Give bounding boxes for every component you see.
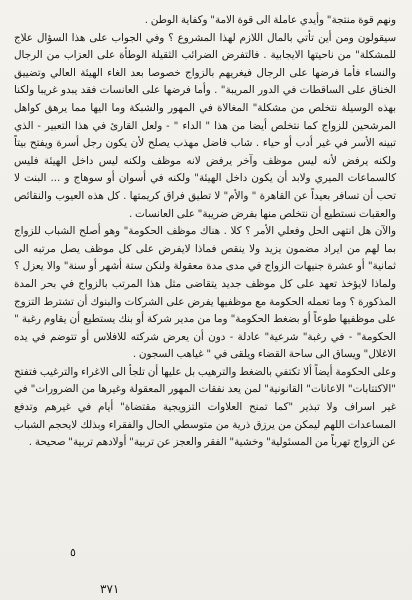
page-number: ٣٧١ xyxy=(100,582,120,596)
paragraph: ونهم قوة منتجة" وأيدي عاملة الى قوة الامة" وكفاية الوطن . xyxy=(144,14,396,26)
paragraph: وعلى الحكومة أيضاً ألا تكتفي بالضغط والترهيب بل عليها أن تلجأ الى الاغراء والترغيب فتفتح "الاكتتابات" الاعانات" القانونية" لمن يعد نفقات المهور المعقولة وغيرها من الضرورات" في غير اسراف ولا تبذير "كما تمنح العلاوات التزويجية مقتضاة" أيام في غيرهم وتدفع المساعدات اللهم ليمكن من يرزق ذرية من متوسطي الحال والفقراء وبذلك لايحجم الشباب عن الزواج تهرباً من المسئولية" وخشية" الفقر والعجز عن تربية" أولادهم تربية" صحيحة . xyxy=(14,365,396,449)
document-body xyxy=(14,12,396,452)
paragraph: سيقولون ومن أين تأتي بالمال اللازم لهذا المشروع ؟ وفي الجواب على هذا السؤال علاج للمشكلة" من ناحيتها الايجابية . فالتفرض الضرائب الثقيلة الوطأة على العزاب من الرجال والنساء فأما فرضها على الرجال فيغريهم بالزواج خصوصا بعد الغاء الهيئة العالي وتضييق الخناق على الساقطات في الدور المريبة" . وأما فرضها على العانسات فقد يبدو غريبا ولكنا بهذه الوسيلة نتخلص من مشكلة" المغالاة في المهور والشبكة وما اليها مما يرهق كواهل المرشحين للزواج كما نتخلص أيضا من هذا " الداء " - ولعل القارئ في هذا التعبير - الذي تبينه الأسر في غير أدب أو حياء . شاب فاضل مهذب يصلح لأن يكون رجل أسرة ويفتح بيتاً ولكنه يرفض لأنه ليس موظف وآخر يرفض لانه موظف ولكنه ليس داخل الهيئة فليس كالسماعات الميري ولابد أن يكون داخل الهيئة" ولكنه في أسوان أو سوهاج و ... البنت لا تحب أن تسافر بعيداً عن القاهرة " والأم" لا تطيق فراق كريمتها . كل هذه العيوب والنقائص والعقبات نستطيع أن نتخلص منها بفرض ضريبة" على العانسات . xyxy=(14,31,396,220)
page-mark: ٥ xyxy=(70,546,76,559)
paragraph: والآن هل انتهى الحل وفعلي الأمر ؟ كلا . هناك موظف الحكومة" وهو أصلح الشباب للزواج بما لهم من ايراد مضمون يزيد ولا ينقص فماذا لايفرض على كل موظف يصل مرتبه الى ثمانية" أو عشرة جنيهات الزواج في مدى مدة معقولة ولنكن ستة أشهر أو سنة" والا يعزل ؟ ولماذا لايؤخذ تعهد على كل موظف جديد يتقاضى مثل هذا المرتب بالزواج في بحر المدة المذكورة ؟ وما تعمله الحكومة مع موظفيها يفرض على الشركات والبنوك أن تشترط التزوج على موظفيها طوعاً أو بضغط الحكومة" وما من مدير شركة أو بنك يستطيع أن يقاوم رغبة " الحكومة" - في رغبة" شرعية" عادلة - دون أن يعرض شركته للافلاس أو تتوضم في يده الاغلال" ويساق الى ساحة القضاء ويلقى في " غياهب السجون . xyxy=(14,225,396,361)
